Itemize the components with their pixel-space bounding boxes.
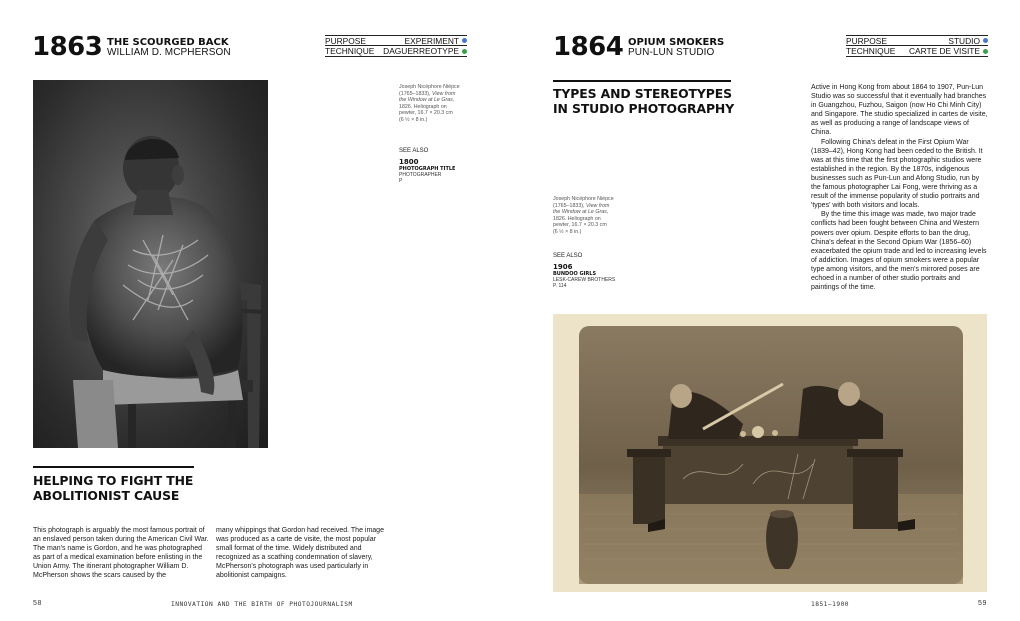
see-also-title[interactable]: PHOTOGRAPH TITLE [399,166,456,172]
scourged-back-photo [33,80,268,448]
purpose-label: PURPOSE [325,35,366,46]
right-meta-table [846,35,988,57]
left-section-heading: HELPING TO FIGHT THE ABOLITIONIST CAUSE [33,473,194,503]
opium-smokers-photo [553,314,987,592]
purpose-label: PURPOSE [846,35,887,46]
purpose-value: EXPERIMENT [404,35,459,46]
left-body-col1: This photograph is arguably the most famous portrait of an enslaved person taken during the American Civil War. The man's name is Gordon, and he was photographed as part of a medical examination before enlisting in the Union Army. The itinerant photographer William D. McPherson shows the scars caused by the [33,527,209,580]
right-title: OPIUM SMOKERS [628,37,725,48]
scourged-back-illustration [33,80,268,448]
purpose-dot-icon [462,38,467,43]
left-title: THE SCOURGED BACK [107,37,229,48]
right-body-text [811,83,989,292]
see-also-page: P [399,178,403,184]
see-also-label: SEE ALSO [399,148,429,154]
right-section-heading: TYPES AND STEREOTYPES IN STUDIO PHOTOGRAPHY [553,86,735,116]
see-also-title[interactable]: BUNDOO GIRLS [553,271,597,277]
technique-label: TECHNIQUE [325,46,375,56]
left-body-col2: many whippings that Gordon had received. The image was produced as a carte de visite, the most popular small format of the time. Widely distributed and recognized as a scathing condemnation of slavery, McPherson's photograph was used particularly in abolitionist campaigns. [216,527,384,580]
left-page-number: 58 [33,600,42,607]
right-running-footer: 1851–1900 [811,601,850,608]
purpose-row [325,35,467,46]
left-running-footer: INNOVATION AND THE BIRTH OF PHOTOJOURNALISM [171,601,353,608]
see-also-label: SEE ALSO [553,253,583,259]
left-section-rule [33,466,194,468]
see-also-page: P. 114 [553,283,567,289]
technique-value: DAGUERREOTYPE [383,46,459,56]
right-body-p1: Active in Hong Kong from about 1864 to 1907, Pun-Lun Studio was so successful that it eventually had branches in Guangzhou, Fuzhou, Saigon (now Ho Chi Minh City) and Singapore. The studio specialized in cartes de visite, as well as producing a range of landscape views of China. [811,84,988,137]
right-body-p3: By the time this image was made, two major trade conflicts had been fought between China and Western powers over opium. Despite efforts to ban the drug, China's defeat in the Second Opium War (1856–60) exacerbated the opium trade and led to increasing levels of addiction. Images of opium smokers were a popular type among visitors, and the men's mirrored poses are echoed in a number of other studio portraits and paintings of the time. [811,211,987,292]
left-see-also [399,148,455,184]
right-section-rule [553,80,731,82]
purpose-dot-icon [983,38,988,43]
right-page-number: 59 [978,600,987,607]
see-also-year[interactable]: 1800 [399,158,419,166]
left-photographer: WILLIAM D. MCPHERSON [107,47,231,58]
left-year: 1863 [32,32,103,62]
technique-dot-icon [462,49,467,54]
left-meta-table [325,35,467,57]
right-photo-caption: Joseph Nicéphore Niépce (1765–1833), View from the Window at Le Gras, 1826. Heliograph on pewter, 16.7 × 20.3 cm (6 ½ × 8 in.) [553,196,614,235]
technique-value: CARTE DE VISITE [908,46,980,56]
technique-dot-icon [983,49,988,54]
right-photographer: PUN-LUN STUDIO [628,47,715,58]
technique-row [325,46,467,57]
left-photo-caption: Joseph Nicéphore Niépce (1765–1833), View from the Window at Le Gras, 1826. Heliograph on pewter, 16.7 × 20.3 cm (6 ½ × 8 in.) [399,84,460,123]
purpose-value: STUDIO [948,35,980,46]
see-also-year[interactable]: 1906 [553,263,573,271]
purpose-row [846,35,988,46]
right-see-also [553,253,615,289]
see-also-photographer: PHOTOGRAPHER [399,172,442,178]
technique-row [846,46,988,57]
technique-label: TECHNIQUE [846,46,896,56]
right-body-p2: Following China's defeat in the First Opium War (1839–42), Hong Kong had been ceded to the British. It was at this time that the first photographic studios were established in the region. By the 1870s, indigenous businesses such as Pun-Lun and Afong Studio, run by the famous photographer Lai Fong, were thriving as a result of the immense popularity of studio portraits and 'types' with both visitors and locals. [811,138,983,210]
opium-smokers-illustration [553,314,987,592]
see-also-photographer: LESK-CAREW BROTHERS [553,277,616,283]
right-year: 1864 [553,32,624,62]
